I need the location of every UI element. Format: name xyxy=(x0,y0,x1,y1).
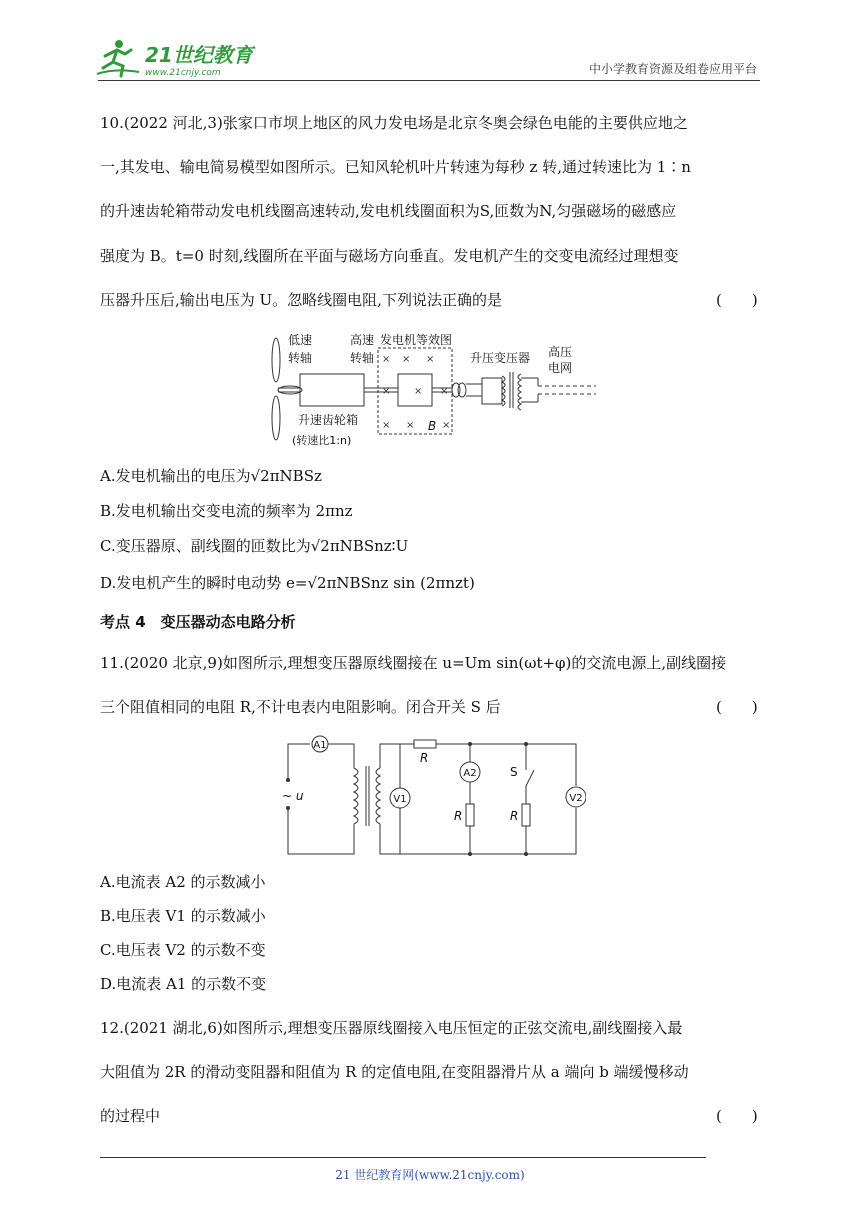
label-v2: V2 xyxy=(569,793,583,804)
label-generator: 发电机等效图 xyxy=(380,333,453,347)
q11-answer-blank: ( ) xyxy=(716,698,758,716)
svg-text:×: × xyxy=(414,386,423,397)
q10-option-d: D.发电机产生的瞬时电动势 e=√2πNBSnz sin (2πnzt) xyxy=(100,574,475,592)
logo-text: 21世纪教育 xyxy=(145,43,253,67)
site-logo xyxy=(95,38,265,80)
label-high-speed-1: 高速 xyxy=(350,333,375,347)
svg-text:×: × xyxy=(382,386,391,397)
q11-option-c: C.电压表 V2 的示数不变 xyxy=(100,941,266,959)
resistor-right xyxy=(522,804,530,826)
turbine-blade-top xyxy=(272,338,280,382)
q11-line-2: 三个阻值相同的电阻 R,不计电表内电阻影响。闭合开关 S 后 xyxy=(100,698,501,716)
label-r-top: R xyxy=(420,751,429,765)
transformer-primary xyxy=(482,378,502,404)
q10-wind-generator-figure xyxy=(266,330,596,452)
header-divider xyxy=(98,80,760,81)
label-source: ~ u xyxy=(282,789,304,803)
label-grid-1: 高压 xyxy=(548,345,573,359)
svg-text:×: × xyxy=(440,386,449,397)
label-high-speed-2: 转轴 xyxy=(350,351,375,365)
label-r-right: R xyxy=(510,809,519,823)
q11-option-d: D.电流表 A1 的示数不变 xyxy=(100,975,267,993)
label-a1: A1 xyxy=(313,740,327,751)
q11-circuit-figure xyxy=(280,734,586,858)
label-low-speed-2: 转轴 xyxy=(288,351,313,365)
label-a2: A2 xyxy=(463,768,477,779)
switch-s xyxy=(526,770,534,786)
label-switch: S xyxy=(510,765,518,779)
svg-text:×: × xyxy=(382,420,391,431)
q10-option-c: C.变压器原、副线圈的匝数比为√2πNBSnz∶U xyxy=(100,537,409,555)
logo-url: www.21cnjy.com xyxy=(145,68,221,78)
turbine-blade-right xyxy=(278,386,302,394)
q10-option-a: A.发电机输出的电压为√2πNBSz xyxy=(100,467,322,485)
q10-line-5: 压器升压后,输出电压为 U。忽略线圈电阻,下列说法正确的是 xyxy=(100,291,502,309)
q10-option-b: B.发电机输出交变电流的频率为 2πnz xyxy=(100,502,353,520)
platform-name: 中小学教育资源及组卷应用平台 xyxy=(588,62,757,76)
label-field-b: B xyxy=(428,419,437,433)
footer-divider xyxy=(100,1157,706,1158)
resistor-top xyxy=(414,740,436,748)
svg-text:×: × xyxy=(442,420,451,431)
q11-option-b: B.电压表 V1 的示数减小 xyxy=(100,907,266,925)
label-transformer: 升压变压器 xyxy=(470,351,531,365)
q11-option-a: A.电流表 A2 的示数减小 xyxy=(100,873,266,891)
label-low-speed-1: 低速 xyxy=(288,333,313,347)
turbine-blade-bottom xyxy=(272,396,280,440)
runner-icon xyxy=(97,40,139,76)
label-grid-2: 电网 xyxy=(548,361,573,375)
footer-text[interactable]: 21 世纪教育网(www.21cnjy.com) xyxy=(335,1168,525,1182)
section-heading: 考点 4 变压器动态电路分析 xyxy=(100,613,296,631)
label-ratio: (转速比1:n) xyxy=(292,434,352,447)
svg-text:×: × xyxy=(426,354,435,365)
q12-line-1: 12.(2021 湖北,6)如图所示,理想变压器原线圈接入电压恒定的正弦交流电,副线圈接入最 xyxy=(100,1019,683,1037)
q12-answer-blank: ( ) xyxy=(716,1107,758,1125)
q10-line-4: 强度为 B。t=0 时刻,线圈所在平面与磁场方向垂直。发电机产生的交变电流经过理想变 xyxy=(100,247,679,265)
svg-text:×: × xyxy=(402,354,411,365)
label-gearbox: 升速齿轮箱 xyxy=(298,413,359,427)
svg-text:×: × xyxy=(382,354,391,365)
svg-text:×: × xyxy=(406,420,415,431)
q12-line-3: 的过程中 xyxy=(100,1107,161,1125)
gearbox-box xyxy=(300,374,364,406)
label-v1: V1 xyxy=(393,794,407,805)
q10-answer-blank: ( ) xyxy=(716,291,758,309)
q10-line-2: 一,其发电、输电简易模型如图所示。已知风轮机叶片转速为每秒 z 转,通过转速比为 1∶n xyxy=(100,158,691,176)
q12-line-2: 大阻值为 2R 的滑动变阻器和阻值为 R 的定值电阻,在变阻器滑片从 a 端向 b 端缓慢移动 xyxy=(100,1063,689,1081)
q10-line-1: 10.(2022 河北,3)张家口市坝上地区的风力发电场是北京冬奥会绿色电能的主要供应地之 xyxy=(100,114,688,132)
resistor-middle xyxy=(466,804,474,826)
label-r-middle: R xyxy=(454,809,463,823)
q11-line-1: 11.(2020 北京,9)如图所示,理想变压器原线圈接在 u=Um sin(ωt+φ)的交流电源上,副线圈接 xyxy=(100,654,727,672)
q10-line-3: 的升速齿轮箱带动发电机线圈高速转动,发电机线圈面积为S,匝数为N,匀强磁场的磁感应 xyxy=(100,202,677,220)
